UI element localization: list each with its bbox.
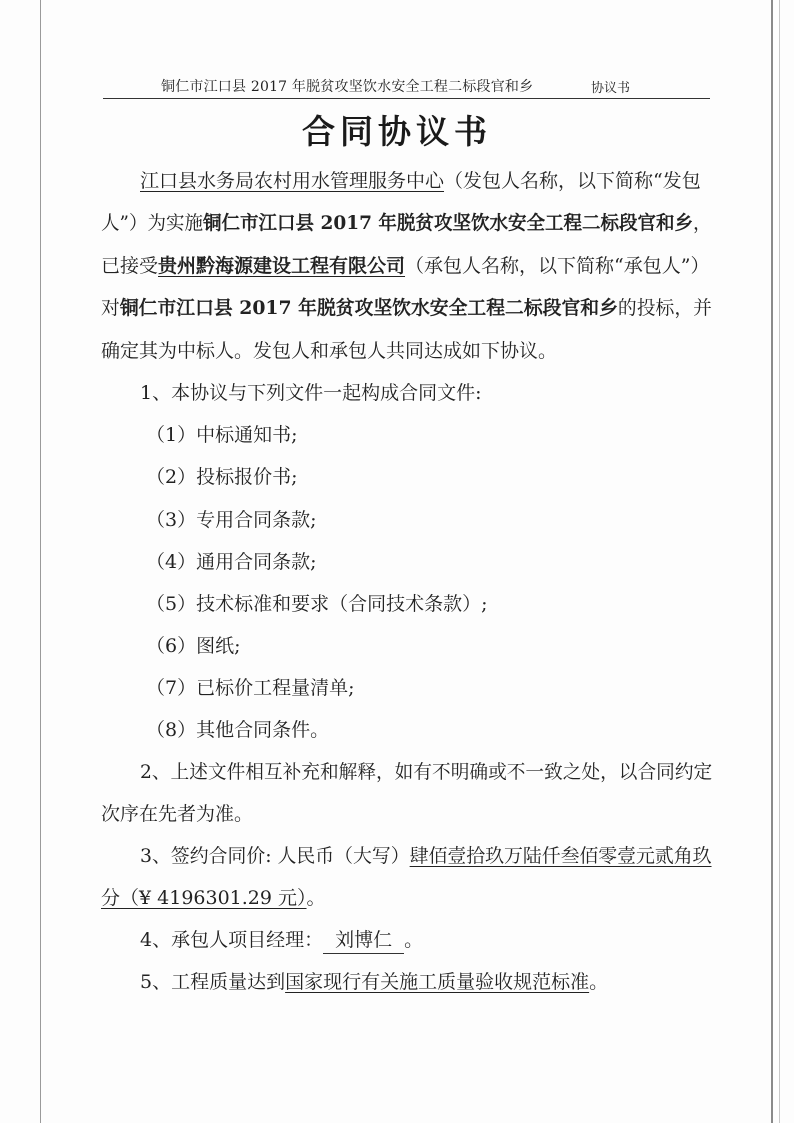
clause-1-item: （8）其他合同条件。	[146, 719, 330, 741]
contractor-name: 贵州黔海源建设工程有限公司	[158, 255, 406, 277]
intro-line-3-rest: （承包人名称，以下简称“承包人”）	[405, 255, 710, 277]
clause-1-item: （1）中标通知书;	[146, 424, 298, 446]
clause-1-item: （4）通用合同条款;	[146, 551, 317, 573]
clause-2-line-2: 次序在先者为准。	[101, 803, 254, 825]
document-title: 合同协议书	[302, 112, 492, 151]
clause-2-line-1: 2、上述文件相互补充和解释，如有不明确或不一致之处，以合同约定	[140, 761, 713, 783]
contract-price-label: 3、签约合同价: 人民币（大写）	[140, 845, 410, 867]
clause-1-item: （5）技术标准和要求（合同技术条款）;	[146, 593, 488, 615]
project-manager-name: 刘博仁	[323, 927, 404, 954]
project-manager-label: 4、承包人项目经理：	[140, 929, 324, 951]
clause-3-suffix: 。	[306, 887, 326, 909]
contract-price-figures: （¥ 4196301.29 元）	[120, 887, 307, 909]
clause-5	[140, 969, 608, 995]
intro-line-4-rest: 的投标，并	[617, 297, 712, 319]
header-title: 铜仁市江口县 2017 年脱贫攻坚饮水安全工程二标段官和乡	[161, 79, 534, 95]
intro-line-4-lead: 对	[101, 297, 120, 319]
contract-price-words: 肆佰壹拾玖万陆仟叁佰零壹元贰角玖	[409, 845, 712, 867]
clause-1-item: （7）已标价工程量清单;	[146, 677, 355, 699]
clause-4	[140, 927, 423, 954]
clause-3-line-1	[140, 843, 712, 869]
intro-line-2-end: ，	[693, 212, 712, 234]
quality-standard: 国家现行有关施工质量验收规范标准	[285, 971, 590, 993]
intro-line-4	[101, 295, 712, 321]
header-tag: 协议书	[591, 81, 631, 96]
intro-line-1	[140, 168, 701, 194]
intro-line-3	[101, 253, 709, 279]
contract-price-words-end: 分	[101, 887, 121, 909]
clause-1-item: （2）投标报价书;	[146, 466, 298, 488]
clause-5-suffix: 。	[589, 971, 609, 993]
scan-edge-right	[771, 0, 773, 1123]
clause-1-item: （3）专用合同条款;	[146, 509, 317, 531]
intro-line-2-lead: 人”）为实施	[101, 212, 203, 234]
project-name: 铜仁市江口县 2017 年脱贫攻坚饮水安全工程二标段官和乡	[202, 212, 694, 234]
intro-line-3-lead: 已接受	[101, 255, 159, 277]
clause-1-text: 1、本协议与下列文件一起构成合同文件:	[140, 382, 482, 404]
running-header	[103, 74, 710, 99]
intro-line-2	[101, 210, 712, 236]
project-name-repeat: 铜仁市江口县 2017 年脱贫攻坚饮水安全工程二标段官和乡	[119, 297, 618, 319]
intro-line-1-rest: （发包人名称，以下简称“发包	[444, 170, 701, 192]
clause-1-item: （6）图纸;	[146, 635, 241, 657]
intro-line-5: 确定其为中标人。发包人和承包人共同达成如下协议。	[101, 340, 558, 362]
clause-4-suffix: 。	[404, 929, 424, 951]
scan-edge-left	[40, 0, 41, 1123]
clause-3-line-2	[101, 885, 326, 911]
employer-name: 江口县水务局农村用水管理服务中心	[140, 170, 445, 192]
quality-label: 5、工程质量达到	[140, 971, 286, 993]
scan-edge-right-inner	[779, 0, 780, 1123]
